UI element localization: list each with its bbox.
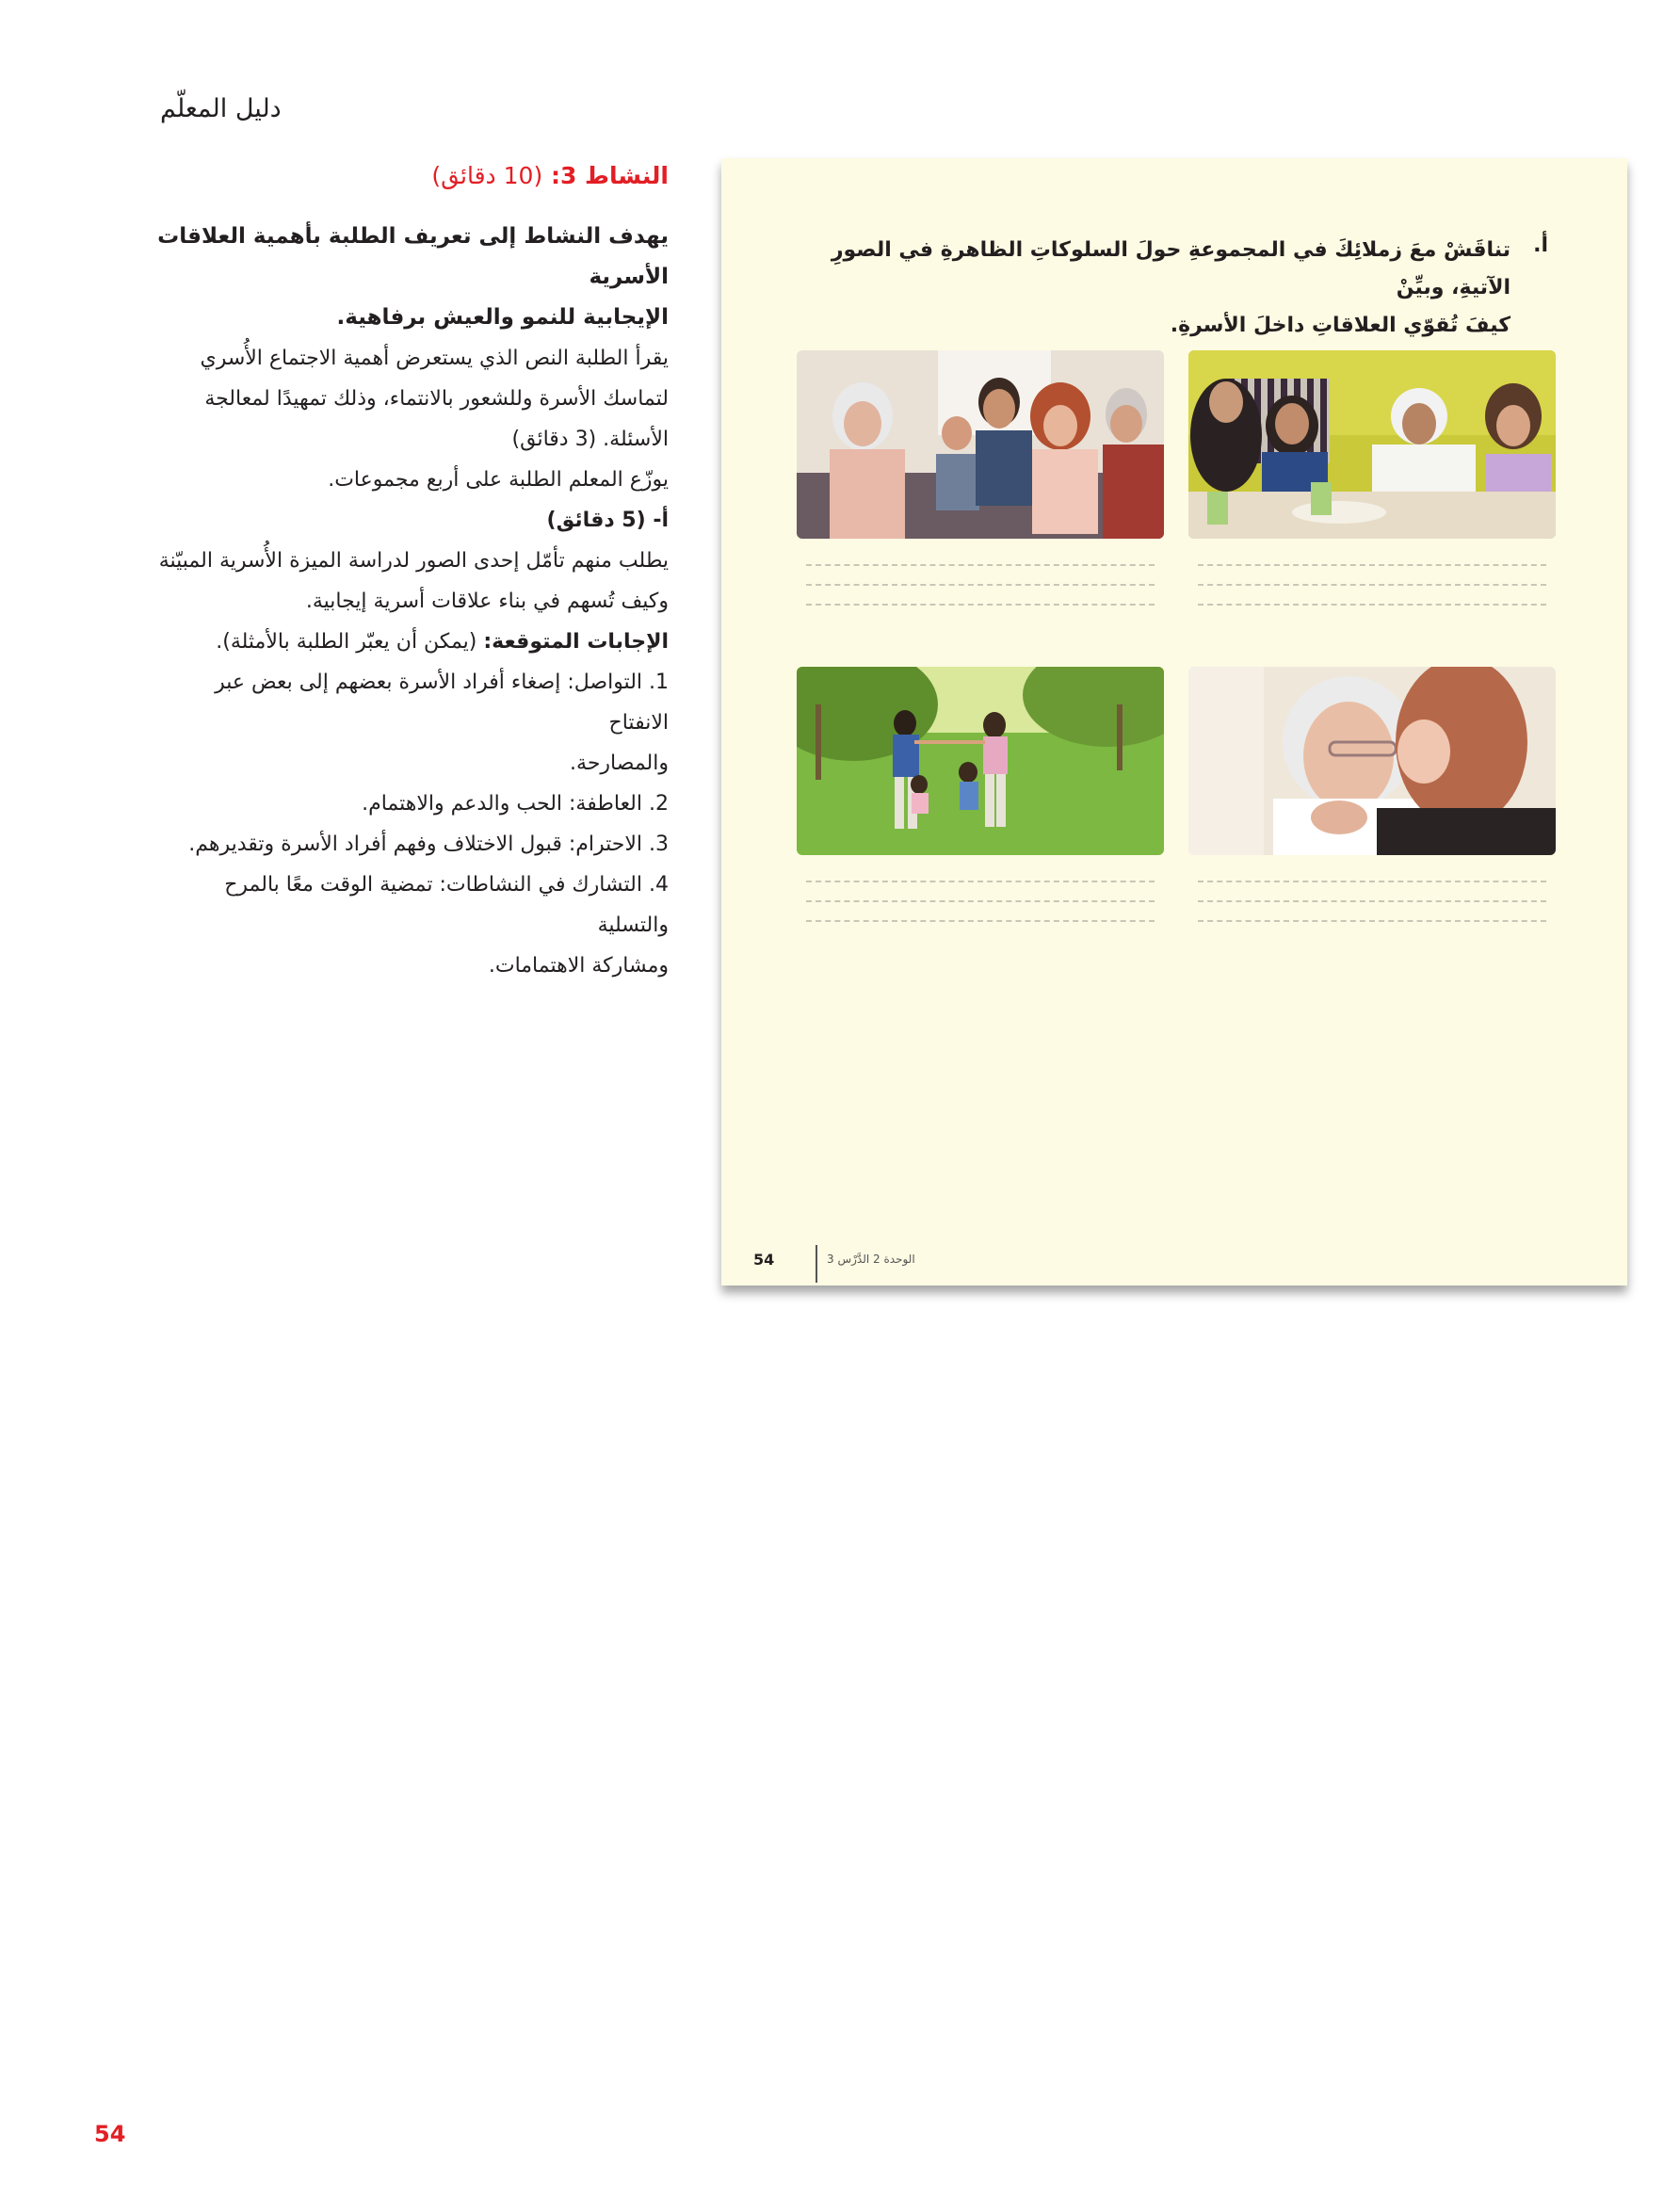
guide-title: دليل المعلّم [160, 94, 282, 123]
question-number: أ. [1533, 234, 1548, 257]
teacher-notes [155, 155, 669, 986]
activity-duration: (10 دقائق) [431, 162, 543, 189]
question-line-2: كيفَ تُقوّي العلاقاتِ داخلَ الأسرةِ. [1170, 314, 1510, 337]
activity-label: النشاط 3: [550, 162, 669, 189]
expected-note: (يمكن أن يعبّر الطلبة بالأمثلة). [216, 630, 477, 654]
para3-line-2: وكيف تُسهم في بناء علاقات أسرية إيجابية. [305, 590, 669, 613]
student-page-number: 54 [753, 1251, 775, 1269]
para3-line-1: يطلب منهم تأمّل إحدى الصور لدراسة الميزة الأُسرية المبيّنة [158, 549, 669, 573]
footer-divider [816, 1245, 817, 1283]
answer-4-line-1: 4. التشارك في النشاطات: تمضية الوقت معًا بالمرح والتسلية [224, 873, 669, 937]
answer-lines-3 [1198, 863, 1546, 922]
answer-4-line-2: ومشاركة الاهتمامات. [488, 954, 669, 978]
answer-lines-1 [1198, 546, 1546, 606]
grandmother-kiss-photo [1188, 667, 1556, 855]
sub-heading-a: أ- (5 دقائق) [546, 509, 669, 532]
para1-line-1: يقرأ الطلبة النص الذي يستعرض أهمية الاجتماع الأُسري [200, 347, 669, 370]
family-park-photo [797, 667, 1164, 855]
unit-lesson-label: الوحدة 2 الدَّرْس 3 [827, 1253, 915, 1266]
answer-lines-4 [806, 863, 1155, 922]
student-book-page [721, 158, 1627, 1285]
student-page-footer [750, 1245, 1032, 1283]
para1-line-2: لتماسك الأسرة وللشعور بالانتماء، وذلك تمهيدًا لمعالجة [204, 387, 669, 411]
family-sofa-photo [797, 350, 1164, 539]
para2: يوزّع المعلم الطلبة على أربع مجموعات. [328, 468, 669, 492]
answer-2: 2. العاطفة: الحب والدعم والاهتمام. [362, 792, 669, 816]
family-meal-photo [1188, 350, 1556, 539]
expected-answers [155, 622, 669, 662]
answer-lines-2 [806, 546, 1155, 606]
answer-1-line-1: 1. التواصل: إصغاء أفراد الأسرة بعضهم إلى بعض عبر الانفتاح [215, 671, 669, 735]
answer-3: 3. الاحترام: قبول الاختلاف وفهم أفراد الأسرة وتقديرهم. [188, 833, 669, 856]
para1-line-3: الأسئلة. (3 دقائق) [511, 428, 669, 451]
goal-line-2: الإيجابية للنمو والعيش برفاهية. [336, 305, 669, 330]
activity-title [155, 155, 669, 196]
goal-line-1: يهدف النشاط إلى تعريف الطلبة بأهمية العلاقات الأسرية [157, 224, 669, 289]
question-text [795, 232, 1510, 345]
expected-label: الإجابات المتوقعة: [483, 630, 669, 654]
page-number: 54 [94, 2121, 126, 2147]
question-line-1: تناقَشْ معَ زملائِكَ في المجموعةِ حولَ السلوكاتِ الظاهرةِ في الصورِ الآتيةِ، وبيِّنْ [831, 238, 1510, 299]
answer-1-line-2: والمصارحة. [570, 752, 669, 775]
